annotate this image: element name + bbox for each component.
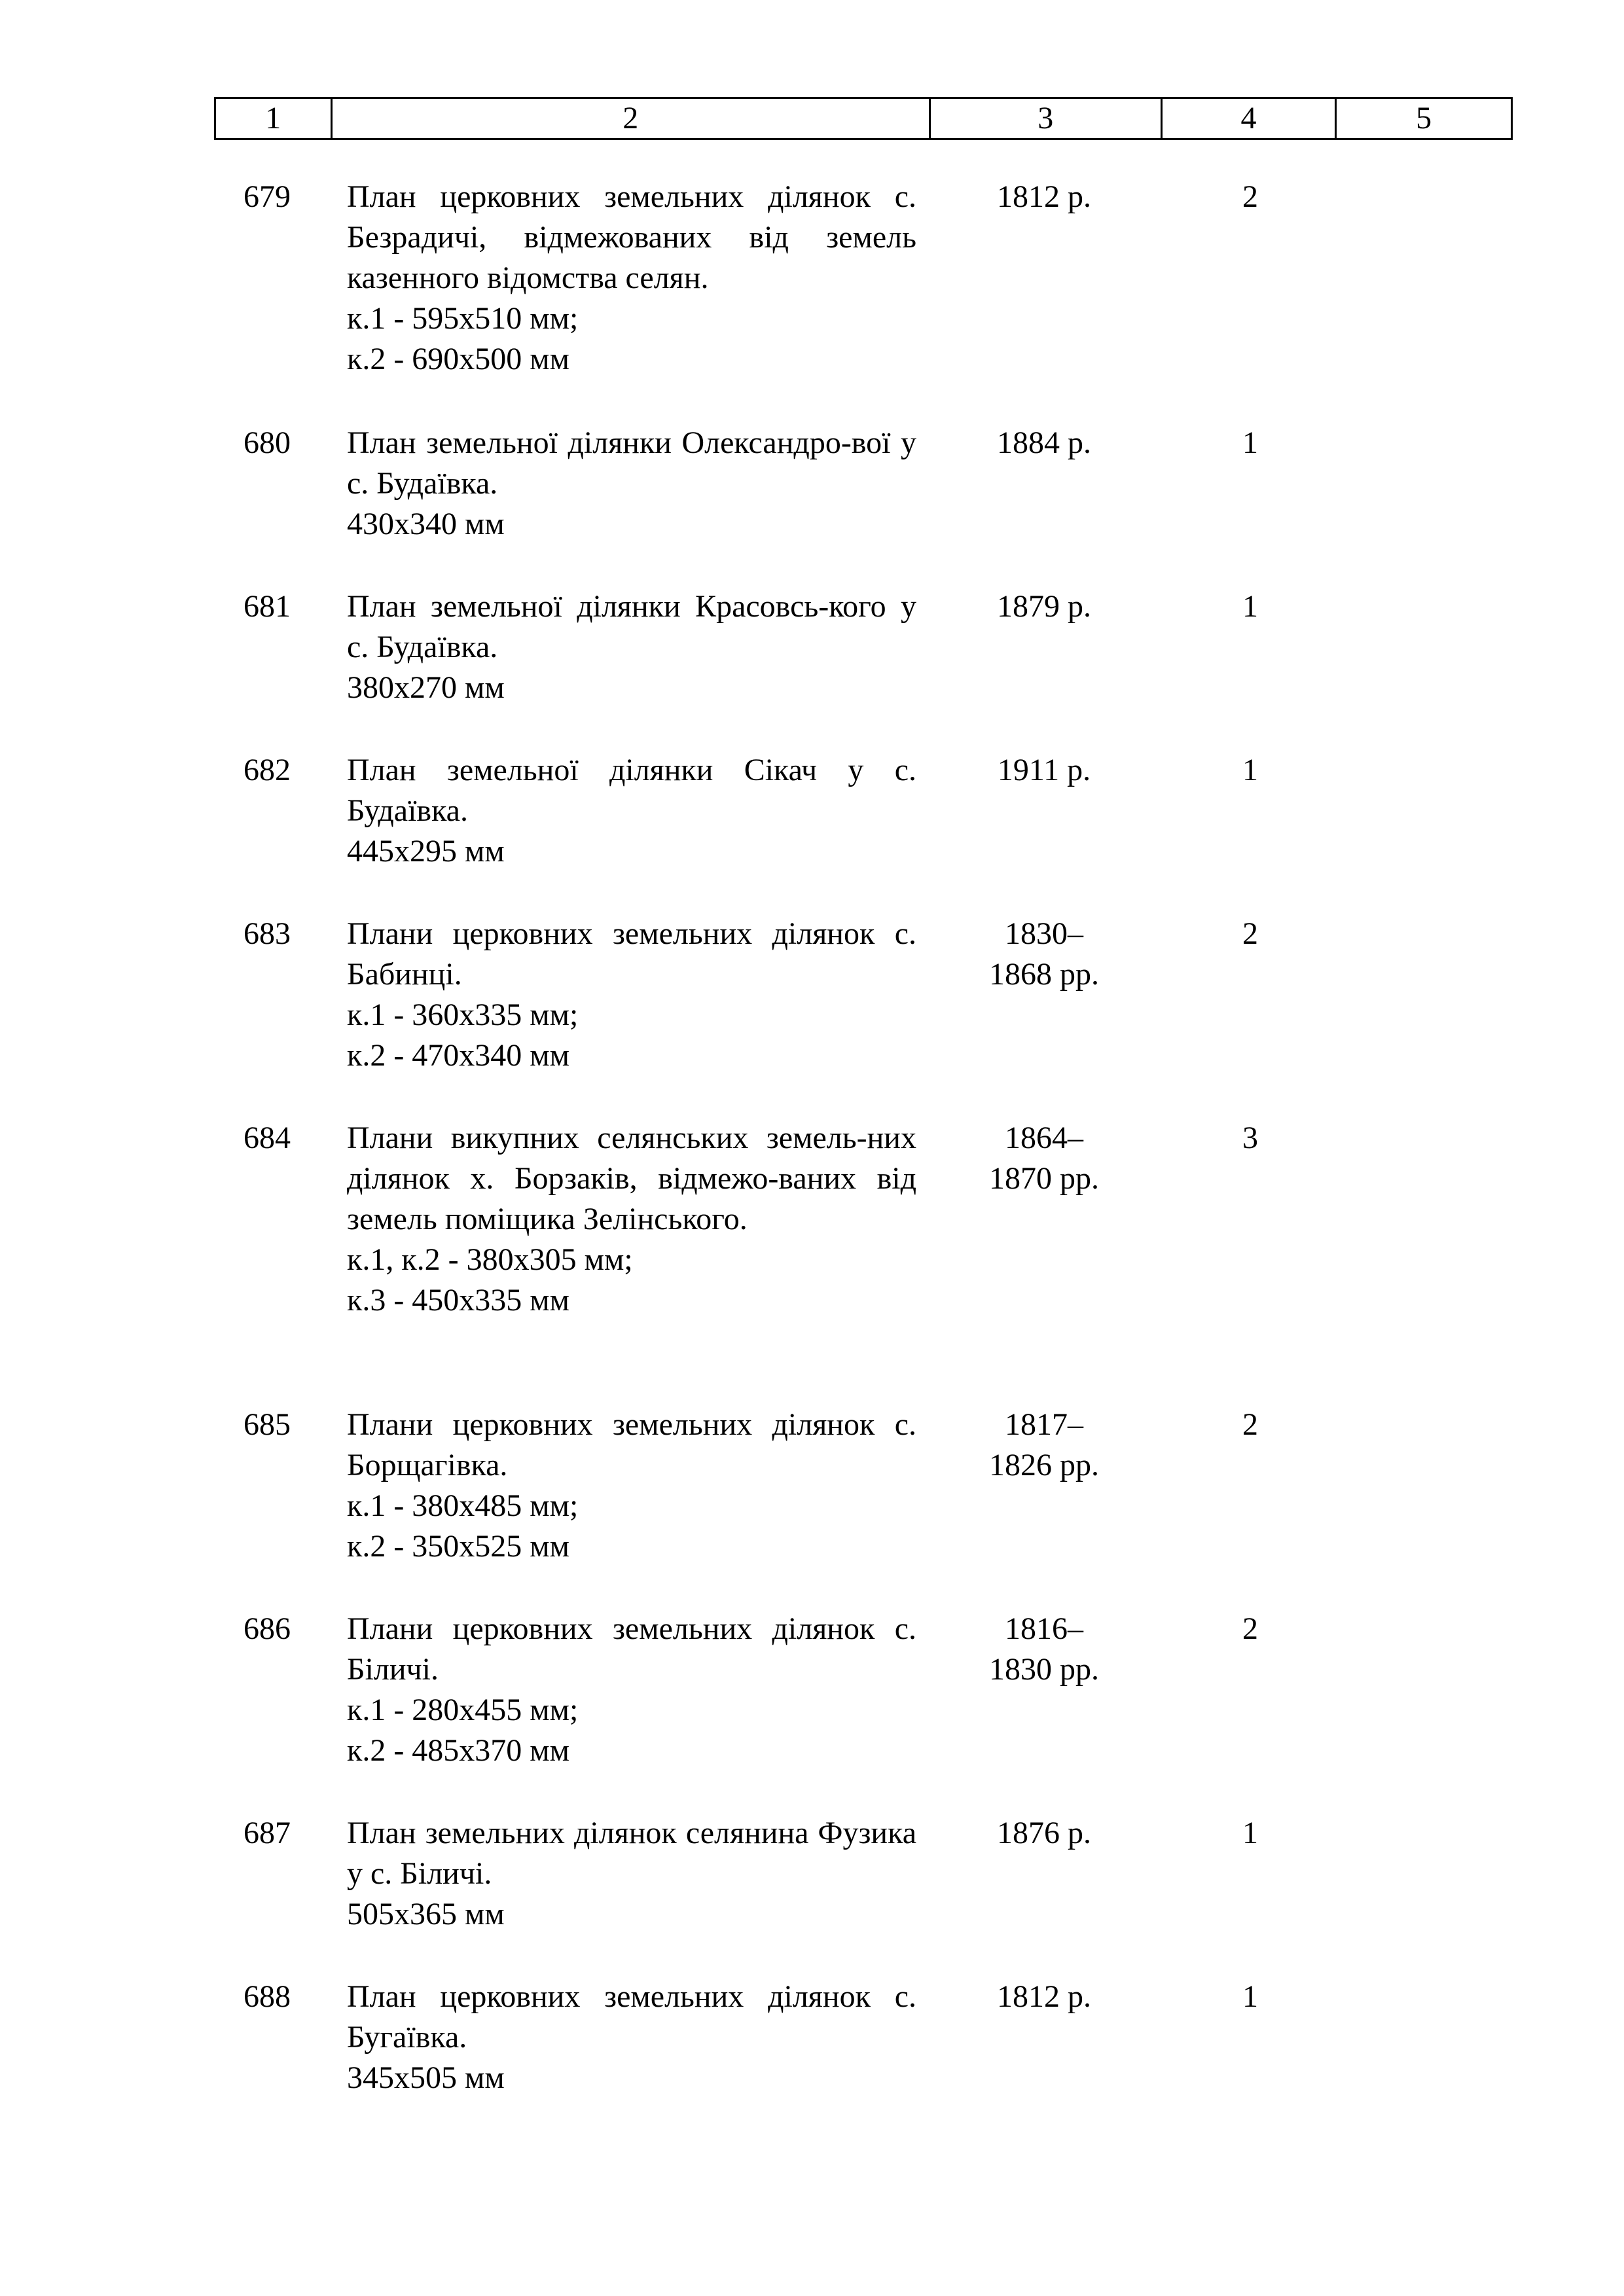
column-2-number: 2 (331, 98, 929, 139)
entry-dimensions: к.1 - 380х485 мм; (347, 1488, 579, 1523)
entry-number: 685 (244, 1407, 291, 1442)
entry-dimensions: 380х270 мм (347, 670, 505, 705)
entry-description (347, 177, 916, 380)
entry-dimensions: к.1, к.2 - 380х305 мм; (347, 1242, 633, 1277)
entry-date-line: 1879 р. (997, 589, 1091, 624)
entry-description (347, 1405, 916, 1567)
column-number-row (215, 98, 1512, 139)
entry-date (962, 1609, 1126, 1690)
entry-title: План земельних ділянок селянина Фузика у с. Біличі. (347, 1816, 916, 1891)
entry-number: 688 (244, 1979, 291, 2014)
entry-sheet-count: 1 (1242, 589, 1258, 624)
entry-title: Плани викупних селянських земель-них ділянок х. Борзаків, відмежо-ваних від земель поміщика Зелінського. (347, 1121, 916, 1236)
entry-dimensions: к.1 - 595х510 мм; (347, 301, 579, 336)
entry-date-line: 1876 р. (997, 1816, 1091, 1850)
entry-number: 679 (244, 179, 291, 214)
entry-date-line: 1830– (1005, 916, 1083, 951)
entry-date (962, 586, 1126, 627)
entry-dimensions: к.2 - 485х370 мм (347, 1733, 570, 1768)
entry-number: 683 (244, 916, 291, 951)
entry-dimensions: к.1 - 280х455 мм; (347, 1693, 579, 1727)
entry-description (347, 750, 916, 872)
entry-date-line: 1864– (1005, 1121, 1083, 1155)
entry-description (347, 423, 916, 545)
column-4-number: 4 (1161, 98, 1336, 139)
entry-date (962, 423, 1126, 463)
entry-dimensions: 505х365 мм (347, 1897, 505, 1931)
entry-sheet-count: 2 (1242, 1407, 1258, 1442)
entry-date (962, 177, 1126, 217)
entry-date (962, 1405, 1126, 1486)
entry-sheet-count: 1 (1242, 1979, 1258, 2014)
entry-description (347, 1813, 916, 1935)
column-number-header (214, 97, 1513, 140)
entry-sheet-count: 3 (1242, 1121, 1258, 1155)
entry-date-line: 1812 р. (997, 1979, 1091, 2014)
entry-description (347, 1977, 916, 2098)
entry-sheet-count: 2 (1242, 916, 1258, 951)
entry-dimensions: 430х340 мм (347, 507, 505, 541)
entry-date-line: 1911 р. (997, 753, 1091, 787)
entry-title: План земельної ділянки Красовсь-кого у с. Будаївка. (347, 589, 916, 664)
entry-date-line: 1812 р. (997, 179, 1091, 214)
entry-title: План церковних земельних ділянок с. Бугаївка. (347, 1979, 916, 2054)
entry-date-line: 1868 рр. (989, 957, 1099, 992)
entry-number: 682 (244, 753, 291, 787)
entry-sheet-count: 1 (1242, 753, 1258, 787)
entry-date (962, 1977, 1126, 2017)
entry-date (962, 914, 1126, 995)
entry-sheet-count: 1 (1242, 1816, 1258, 1850)
entry-number: 684 (244, 1121, 291, 1155)
entry-sheet-count: 2 (1242, 179, 1258, 214)
entry-date (962, 1813, 1126, 1854)
entry-date-line: 1870 рр. (989, 1161, 1099, 1196)
entry-date (962, 750, 1126, 791)
entry-dimensions: к.3 - 450х335 мм (347, 1283, 570, 1318)
entry-dimensions: к.1 - 360х335 мм; (347, 997, 579, 1032)
entry-dimensions: 345х505 мм (347, 2060, 505, 2095)
entry-number: 680 (244, 425, 291, 460)
entry-description (347, 586, 916, 708)
entry-date-line: 1884 р. (997, 425, 1091, 460)
entry-title: План земельної ділянки Олександро-вої у с. Будаївка. (347, 425, 916, 501)
entry-title: Плани церковних земельних ділянок с. Бабинці. (347, 916, 916, 992)
entry-number: 686 (244, 1611, 291, 1646)
entry-number: 687 (244, 1816, 291, 1850)
entry-title: План церковних земельних ділянок с. Безрадичі, відмежованих від земель казенного відомства селян. (347, 179, 916, 295)
column-1-number: 1 (215, 98, 332, 139)
entry-date-line: 1830 рр. (989, 1652, 1099, 1687)
entry-title: Плани церковних земельних ділянок с. Біличі. (347, 1611, 916, 1687)
entry-dimensions: к.2 - 350х525 мм (347, 1529, 570, 1564)
entry-sheet-count: 2 (1242, 1611, 1258, 1646)
entry-title: Плани церковних земельних ділянок с. Борщагівка. (347, 1407, 916, 1482)
column-3-number: 3 (929, 98, 1161, 139)
entry-dimensions: 445х295 мм (347, 834, 505, 869)
entry-title: План земельної ділянки Сікач у с. Будаївка. (347, 753, 916, 828)
entry-date (962, 1118, 1126, 1199)
entry-number: 681 (244, 589, 291, 624)
entry-date-line: 1817– (1005, 1407, 1083, 1442)
column-5-number: 5 (1336, 98, 1512, 139)
entry-dimensions: к.2 - 470х340 мм (347, 1038, 570, 1073)
entry-date-line: 1826 рр. (989, 1448, 1099, 1482)
entry-description (347, 914, 916, 1076)
entry-date-line: 1816– (1005, 1611, 1083, 1646)
entry-description (347, 1118, 916, 1321)
entry-dimensions: к.2 - 690х500 мм (347, 342, 570, 376)
entry-description (347, 1609, 916, 1771)
entry-sheet-count: 1 (1242, 425, 1258, 460)
